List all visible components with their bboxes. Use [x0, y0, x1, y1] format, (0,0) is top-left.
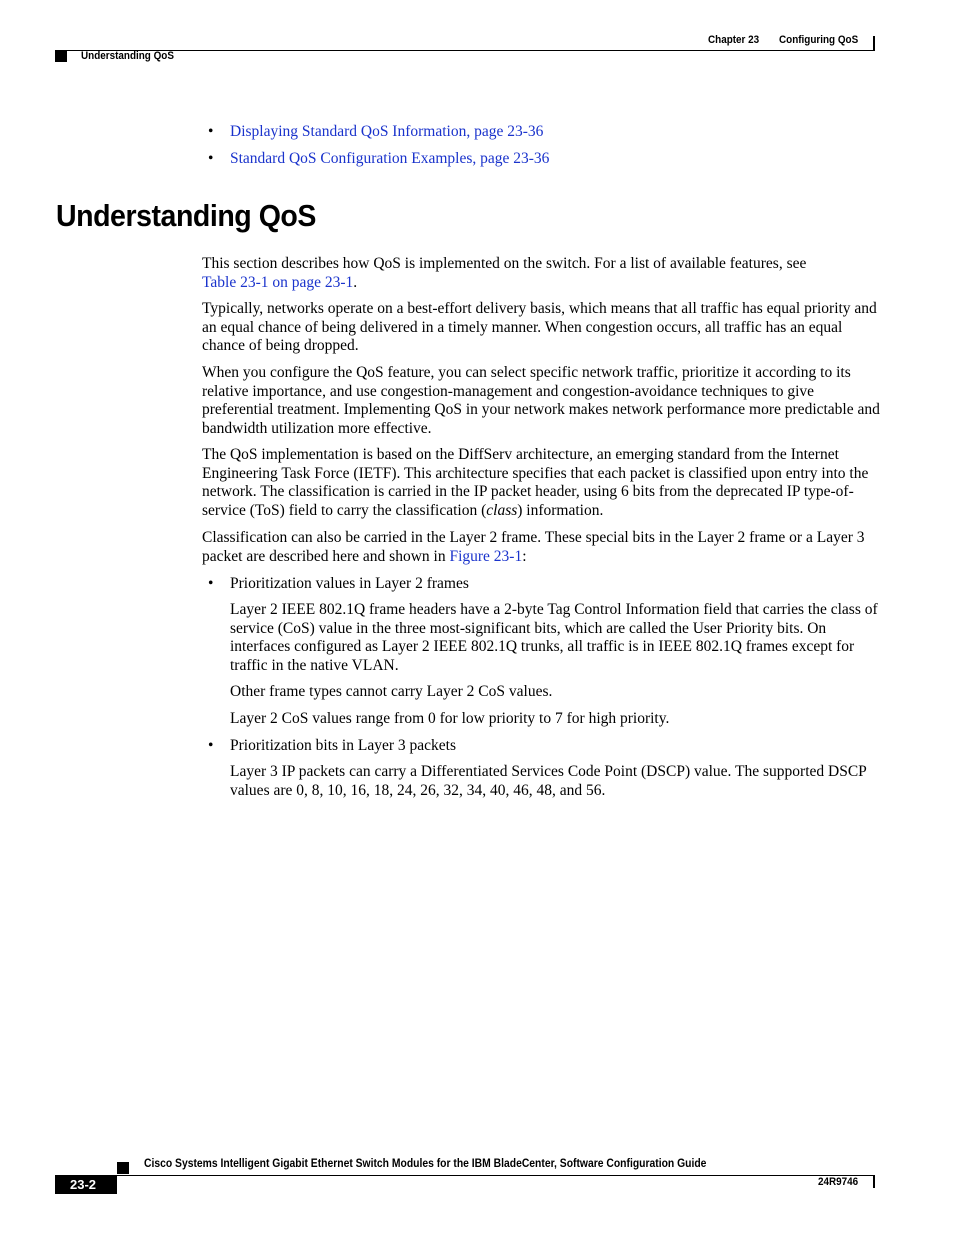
- paragraph-best-effort-text: Typically, networks operate on a best-effort delivery basis, which means that all traffic has equal priority and an equal chance of being delivered in a timely manner. When congestion occurs, all traffic has an equal chance of being dropped.: [202, 300, 877, 355]
- diffserv-class-emphasis: class: [486, 502, 518, 520]
- link-list-item: [208, 122, 543, 141]
- header-chapter: Chapter 23: [708, 34, 760, 46]
- link-displaying-standard-qos[interactable]: Displaying Standard QoS Information, page 23-36: [230, 123, 544, 140]
- footer-marker: [117, 1162, 129, 1174]
- list-item: [208, 736, 456, 755]
- footer-guide-title: Cisco Systems Intelligent Gigabit Ethernet Switch Modules for the IBM BladeCenter, Software Configuration Guide: [144, 1158, 707, 1170]
- bullet-glyph: •: [208, 123, 214, 140]
- footer-page-number: 23-2: [70, 1177, 97, 1192]
- paragraph-layer2-cos: [230, 601, 880, 676]
- intro-text: This section describes how QoS is implemented on the switch. For a list of available features, see: [202, 255, 807, 272]
- classification-text-b: :: [522, 547, 527, 565]
- paragraph-configure-qos-text: When you configure the QoS feature, you can select specific network traffic, prioritize it according to its relative importance, and use congestion-management and congestion-avoidance techniques to give preferential treatment. Implementing QoS in your network makes network performance more predictable and bandwidth utilization more effective.: [202, 364, 880, 438]
- bullet-layer2-label: Prioritization values in Layer 2 frames: [230, 575, 469, 592]
- paragraph-diffserv: [202, 446, 882, 521]
- footer-rule: [117, 1175, 875, 1176]
- bullet-layer3-label: Prioritization bits in Layer 3 packets: [230, 737, 456, 754]
- header-section: Understanding QoS: [81, 50, 174, 62]
- header-tick: [873, 36, 875, 51]
- page-title: Understanding QoS: [56, 198, 316, 233]
- intro-end: .: [353, 273, 358, 291]
- link-list-item: [208, 149, 549, 168]
- paragraph-best-effort: [202, 300, 882, 356]
- paragraph-cos-range: [230, 710, 880, 729]
- bullet-glyph: •: [208, 737, 214, 754]
- footer-tick: [873, 1175, 875, 1188]
- footer-doc-number: 24R9746: [818, 1176, 859, 1188]
- header-rule: [55, 50, 875, 51]
- bullet-glyph: •: [208, 575, 214, 592]
- link-standard-qos-examples[interactable]: Standard QoS Configuration Examples, page 23-36: [230, 150, 550, 167]
- bullet-glyph: •: [208, 150, 214, 167]
- list-item: [208, 574, 469, 593]
- diffserv-text-a: The QoS implementation is based on the DiffServ architecture, an emerging standard from the Internet Engineering Task Force (IETF). This architecture specifies that each packet is classified upon entry into the network. The classification is carried in the IP packet header, using 6 bits from the deprecated IP type-of-service (ToS) field to carry the classification (: [202, 446, 869, 520]
- paragraph-intro: [202, 255, 882, 292]
- classification-text-a: Classification can also be carried in the Layer 2 frame. These special bits in the Layer 2 frame or a Layer 3 packet are described here and shown in: [202, 529, 865, 565]
- header-chapter-title: Configuring QoS: [779, 34, 859, 46]
- paragraph-configure-qos: [202, 364, 882, 439]
- paragraph-other-frames-text: Other frame types cannot carry Layer 2 CoS values.: [230, 683, 553, 700]
- paragraph-dscp-text: Layer 3 IP packets can carry a Differentiated Services Code Point (DSCP) value. The supported DSCP values are 0, 8, 10, 16, 18, 24, 26, 32, 34, 40, 46, 48, and 56.: [230, 763, 867, 799]
- link-table-23-1[interactable]: Table 23-1 on page 23-1: [202, 273, 354, 291]
- paragraph-cos-range-text: Layer 2 CoS values range from 0 for low priority to 7 for high priority.: [230, 710, 670, 727]
- paragraph-classification: [202, 529, 882, 566]
- paragraph-layer2-cos-text: Layer 2 IEEE 802.1Q frame headers have a 2-byte Tag Control Information field that carries the class of service (CoS) value in the three most-significant bits, which are called the User Priority bits. On interfaces configured as Layer 2 IEEE 802.1Q trunks, all traffic is in IEEE 802.1Q frames except for traffic in the native VLAN.: [230, 601, 878, 675]
- paragraph-other-frames: [230, 683, 880, 702]
- paragraph-dscp: [230, 763, 880, 800]
- header-marker: [55, 51, 67, 62]
- link-figure-23-1[interactable]: Figure 23-1: [449, 547, 523, 565]
- diffserv-text-b: ) information.: [517, 502, 604, 520]
